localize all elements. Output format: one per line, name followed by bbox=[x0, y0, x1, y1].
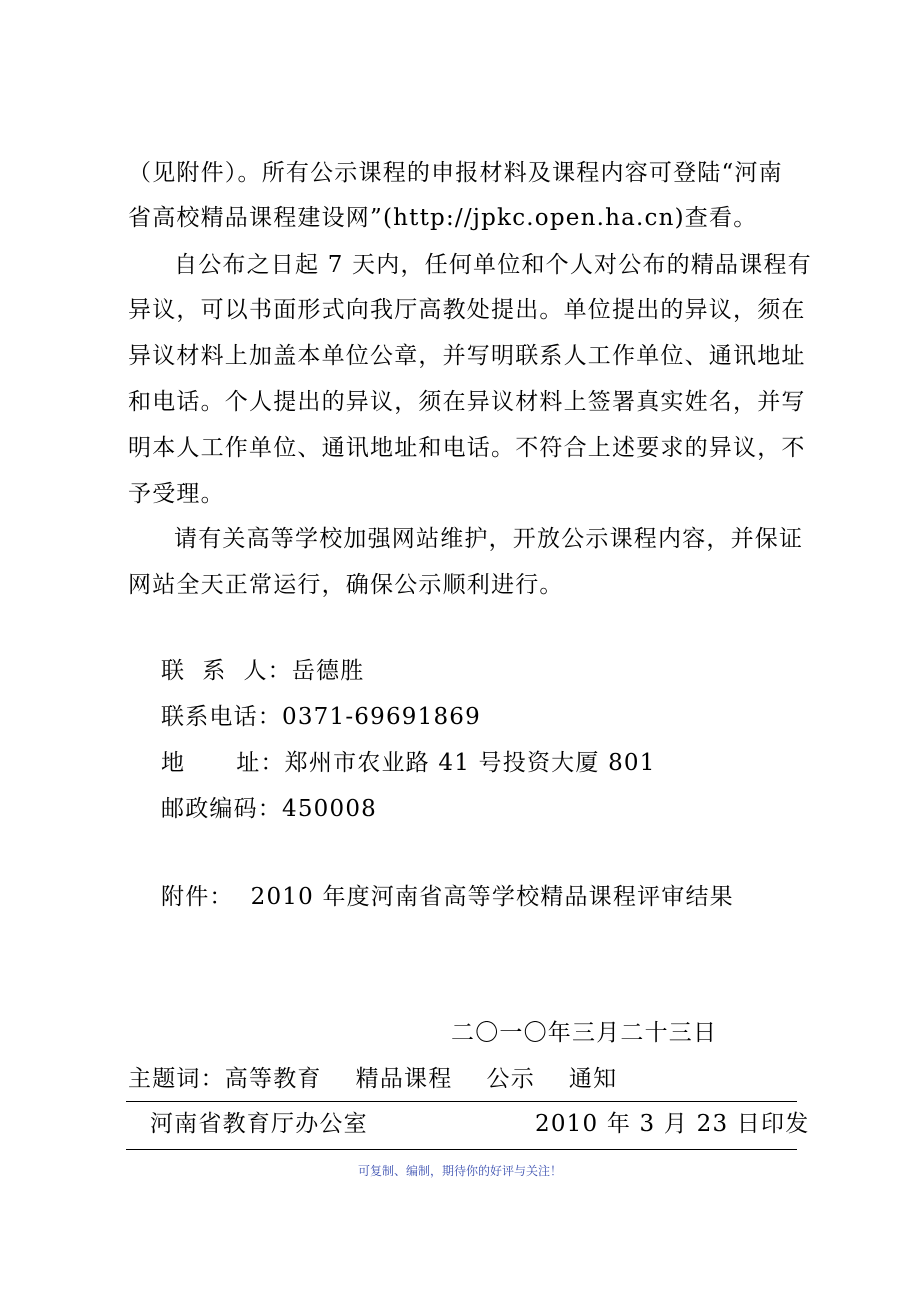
contact-postcode: 邮政编码：450008 bbox=[161, 796, 377, 822]
issued-date: 2010 年 3 月 23 日印发 bbox=[535, 1111, 810, 1137]
footer-note: 可复制、编制，期待你的好评与关注！ bbox=[357, 1164, 562, 1178]
body-para2-line2: 异议，可以书面形式向我厅高教处提出。单位提出的异议，须在 bbox=[128, 297, 806, 323]
body-para2-line5: 明本人工作单位、通讯地址和电话。不符合上述要求的异议，不 bbox=[128, 435, 806, 461]
top-rule bbox=[126, 1101, 797, 1102]
contact-person: 联 系 人：岳德胜 bbox=[161, 658, 365, 684]
body-para3-line1: 请有关高等学校加强网站维护，开放公示课程内容，并保证 bbox=[174, 526, 804, 552]
body-para2-line3: 异议材料上加盖本单位公章，并写明联系人工作单位、通讯地址 bbox=[128, 343, 806, 369]
contact-address: 地 址：郑州市农业路 41 号投资大厦 801 bbox=[161, 750, 656, 776]
issue-date: 二〇一〇年三月二十三日 bbox=[451, 1020, 718, 1046]
body-para2-line1: 自公布之日起 7 天内，任何单位和个人对公布的精品课程有 bbox=[174, 252, 812, 278]
subject-words: 主题词：高等教育 精品课程 公示 通知 bbox=[128, 1066, 618, 1092]
body-para2-line4: 和电话。个人提出的异议，须在异议材料上签署真实姓名，并写 bbox=[128, 389, 806, 415]
attachment-line: 附件： 2010 年度河南省高等学校精品课程评审结果 bbox=[161, 884, 734, 910]
contact-phone: 联系电话：0371-69691869 bbox=[161, 704, 481, 730]
body-para3-line2: 网站全天正常运行，确保公示顺利进行。 bbox=[128, 572, 564, 598]
issuing-office: 河南省教育厅办公室 bbox=[150, 1111, 368, 1137]
body-para2-line6: 予受理。 bbox=[128, 481, 225, 507]
bottom-rule bbox=[126, 1149, 797, 1150]
body-para1-line1: （见附件）。所有公示课程的申报材料及课程内容可登陆“河南 bbox=[128, 160, 783, 186]
body-para1-line2: 省高校精品课程建设网”(http://jpkc.open.ha.cn)查看。 bbox=[128, 205, 758, 231]
